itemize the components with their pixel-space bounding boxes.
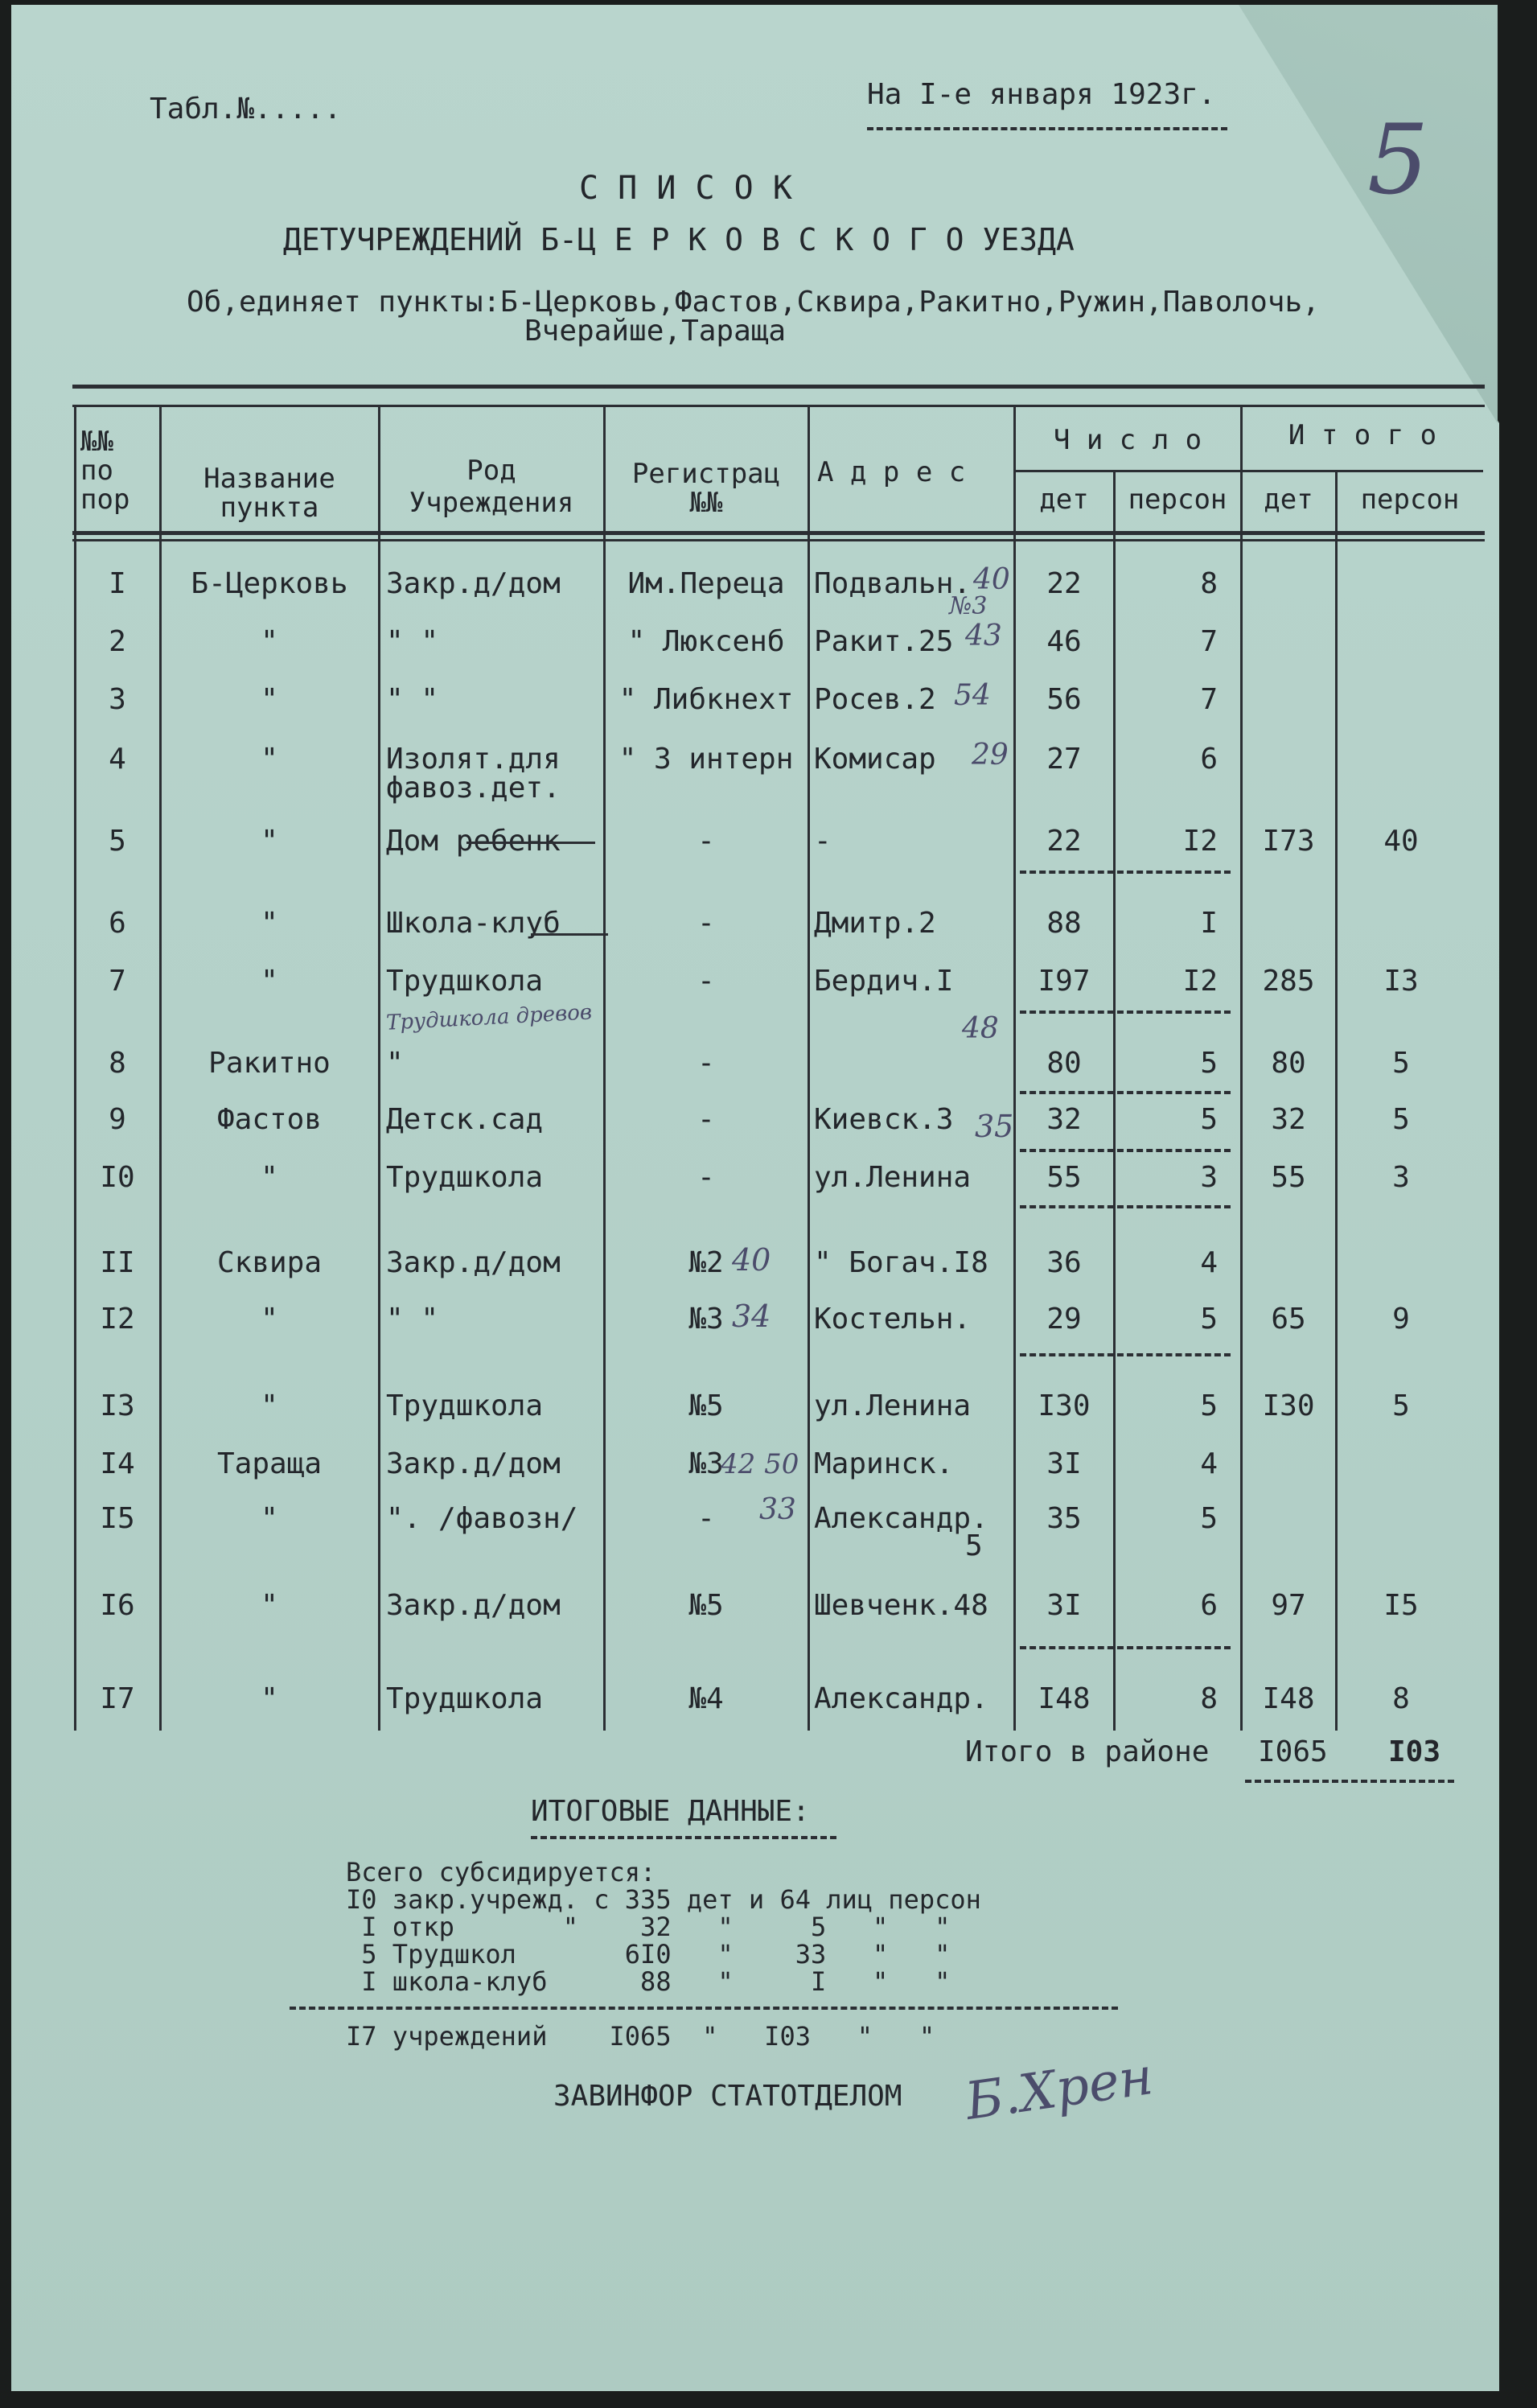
cell-reg: " Либкнехт <box>618 683 794 716</box>
cell-n: I5 <box>100 1502 135 1535</box>
cell-pers: 5 <box>1200 1103 1218 1136</box>
cell-type: Трудшкола <box>386 1389 544 1422</box>
cell-addr: Ракит.25 <box>814 625 954 658</box>
doc-points-line: Об,единяет пункты:Б-Церковь,Фастов,Сквира,Ракитно,Ружин,Паволочь, <box>187 286 1320 319</box>
cell-punkt: " <box>261 1389 278 1422</box>
hand-note-r11: 40 <box>732 1242 771 1278</box>
cell-addr: Маринск. <box>814 1447 954 1480</box>
cell-pers: 8 <box>1200 1682 1218 1715</box>
cell-punkt: " <box>261 683 278 716</box>
cell-punkt: " <box>261 1682 278 1715</box>
cell-type: Школа-клуб <box>386 907 561 940</box>
subheader-rule <box>1015 470 1483 472</box>
hand-note-r14: 42 50 <box>721 1448 799 1480</box>
hand-note-r1: 40 <box>973 563 1010 596</box>
col-total-children-h: дет <box>1264 484 1313 516</box>
cell-punkt: " <box>261 1502 278 1535</box>
hand-note-r1b: №3 <box>949 592 988 620</box>
table-top-rule-2 <box>72 405 1485 407</box>
cell-reg: - <box>697 907 715 940</box>
cell-it-det: I48 <box>1262 1682 1315 1715</box>
cell-pers: I2 <box>1182 965 1218 998</box>
col-type-h1: Род <box>466 455 516 487</box>
cell-pers: 6 <box>1200 743 1218 776</box>
cell-reg: №5 <box>688 1389 724 1422</box>
cell-type: ". /фавозн/ <box>386 1502 578 1535</box>
cell-det: I48 <box>1038 1682 1091 1715</box>
cell-n: 8 <box>109 1047 126 1080</box>
cell-reg: №2 <box>688 1246 724 1279</box>
cell-addr: Дмитр.2 <box>814 907 936 940</box>
cell-reg: - <box>697 1502 715 1535</box>
cell-addr-line2: 5 <box>965 1529 983 1562</box>
cell-addr: - <box>814 825 832 858</box>
cell-det: 29 <box>1046 1303 1082 1336</box>
cell-addr: Комисар <box>814 743 936 776</box>
cell-it-pers: 9 <box>1392 1303 1410 1336</box>
cell-n: I3 <box>100 1389 135 1422</box>
cell-addr: Александр. <box>814 1682 988 1715</box>
hand-note-r2: 43 <box>965 619 1002 652</box>
cell-det: 22 <box>1046 825 1082 858</box>
cell-addr: " Богач.I8 <box>814 1246 988 1279</box>
hand-note-r3: 54 <box>954 679 991 712</box>
summary-line-3: 5 Трудшкол 6I0 " 33 " " <box>346 1939 951 1970</box>
cell-punkt: Б-Церковь <box>191 567 348 600</box>
cell-pers: 4 <box>1200 1447 1218 1480</box>
cell-reg: " Люксенб <box>627 625 785 658</box>
cell-addr: ул.Ленина <box>814 1161 972 1194</box>
cell-addr: Росев.2 <box>814 683 936 716</box>
doc-title: С П И С О К <box>579 170 792 207</box>
cell-type-line2: фавоз.дет. <box>386 772 561 805</box>
cell-n: I0 <box>100 1161 135 1194</box>
cell-pers: I2 <box>1182 825 1218 858</box>
cell-punkt: " <box>261 1303 278 1336</box>
cell-reg: Им.Переца <box>627 567 785 600</box>
cell-pers: 8 <box>1200 567 1218 600</box>
cell-pers: 5 <box>1200 1502 1218 1535</box>
cell-pers: 4 <box>1200 1246 1218 1279</box>
col-total-staff-h: персон <box>1360 484 1460 516</box>
cell-type: Изолят.для <box>386 743 561 776</box>
cell-punkt: " <box>261 1589 278 1622</box>
cell-reg: - <box>697 1047 715 1080</box>
cell-reg: №3 <box>688 1303 724 1336</box>
cell-type: Закр.д/дом <box>386 1246 561 1279</box>
doc-subtitle: ДЕТУЧРЕЖДЕНИЙ Б-Ц Е Р К О В С К О Г О УЕЗДА <box>283 222 1075 257</box>
cell-addr: Бердич.I <box>814 965 954 998</box>
cell-it-pers: 3 <box>1392 1161 1410 1194</box>
hand-note-r7: Трудшкола древов <box>385 1000 593 1035</box>
cell-n: I7 <box>100 1682 135 1715</box>
subtotal-rule <box>1020 1091 1231 1094</box>
col-num-h3: пор <box>80 484 130 516</box>
cell-addr: Шевченк.48 <box>814 1589 988 1622</box>
subtotal-rule <box>1020 1149 1231 1152</box>
cell-n: I6 <box>100 1589 135 1622</box>
cell-it-pers: 5 <box>1392 1103 1410 1136</box>
cell-it-pers: 5 <box>1392 1389 1410 1422</box>
cell-reg: - <box>697 825 715 858</box>
cell-pers: 7 <box>1200 683 1218 716</box>
cell-reg: - <box>697 965 715 998</box>
cell-n: I4 <box>100 1447 135 1480</box>
col-line-8 <box>1335 470 1338 1731</box>
cell-punkt: " <box>261 825 278 858</box>
cell-type: " <box>386 1047 404 1080</box>
cell-det: I30 <box>1038 1389 1091 1422</box>
cell-type: " " <box>386 1303 439 1336</box>
col-reg-h2: №№ <box>689 487 723 519</box>
col-line-2 <box>378 405 380 1731</box>
cell-punkt: " <box>261 907 278 940</box>
cell-pers: 5 <box>1200 1303 1218 1336</box>
signature: Б.Хрен <box>961 2047 1157 2132</box>
cell-type: Закр.д/дом <box>386 1589 561 1622</box>
cell-det: 22 <box>1046 567 1082 600</box>
cell-it-det: 80 <box>1271 1047 1306 1080</box>
cell-det: 32 <box>1046 1103 1082 1136</box>
cell-reg: - <box>697 1161 715 1194</box>
cell-addr: Костельн. <box>814 1303 972 1336</box>
cell-type: " " <box>386 683 439 716</box>
cell-reg: - <box>697 1103 715 1136</box>
cell-type: Трудшкола <box>386 965 544 998</box>
district-total-rule <box>1245 1780 1454 1783</box>
cell-it-det: I30 <box>1262 1389 1315 1422</box>
col-type-h2: Учреждения <box>409 487 574 519</box>
district-total-label: Итого в районе <box>965 1735 1210 1768</box>
date-underline <box>867 127 1227 130</box>
cell-punkt: " <box>261 1161 278 1194</box>
cell-punkt: Таращa <box>216 1447 323 1480</box>
cell-n: 9 <box>109 1103 126 1136</box>
cell-det: 35 <box>1046 1502 1082 1535</box>
col-num-h2: по <box>80 455 113 487</box>
cell-it-pers: I3 <box>1383 965 1419 998</box>
cell-it-det: 55 <box>1271 1161 1306 1194</box>
col-line-4 <box>808 405 810 1731</box>
cell-det: 46 <box>1046 625 1082 658</box>
hand-note-r4: 29 <box>972 739 1009 772</box>
col-line-6 <box>1113 470 1116 1731</box>
document-date: На I-е января 1923г. <box>867 78 1216 111</box>
hand-note-r7b: 48 <box>962 1012 999 1045</box>
header-bottom-rule-2 <box>72 539 1485 541</box>
cell-det: 36 <box>1046 1246 1082 1279</box>
district-total-children: I065 <box>1258 1735 1328 1768</box>
col-children-h: дет <box>1039 484 1089 516</box>
col-name-h2: пункта <box>220 492 319 524</box>
subtotal-rule <box>1020 1353 1231 1356</box>
doc-points-line-2: Вчерайше,Таращa <box>524 315 787 348</box>
col-name-h1: Название <box>203 463 335 495</box>
cell-reg: №5 <box>688 1589 724 1622</box>
col-staff-h: персон <box>1128 484 1227 516</box>
cell-it-det: I73 <box>1262 825 1315 858</box>
cell-pers: 3 <box>1200 1161 1218 1194</box>
cell-pers: 6 <box>1200 1589 1218 1622</box>
subtotal-rule <box>1020 871 1231 874</box>
hand-note-r9: 35 <box>975 1109 1014 1144</box>
subtotal-rule <box>1020 1011 1231 1014</box>
cell-it-pers: I5 <box>1383 1589 1419 1622</box>
cell-det: 27 <box>1046 743 1082 776</box>
cell-n: II <box>100 1246 135 1279</box>
cell-det: 3I <box>1046 1589 1082 1622</box>
col-reg-h1: Регистрац <box>631 458 781 490</box>
summary-line-5: I7 учреждений I065 " I03 " " <box>346 2021 935 2052</box>
cell-reg: №4 <box>688 1682 724 1715</box>
hand-note-r12: 34 <box>732 1299 771 1334</box>
summary-line-2: I откр " 32 " 5 " " <box>346 1912 951 1942</box>
cell-punkt: Фастов <box>216 1103 323 1136</box>
cell-n: I2 <box>100 1303 135 1336</box>
cell-det: 3I <box>1046 1447 1082 1480</box>
cell-pers: I <box>1200 907 1218 940</box>
cell-addr: ул.Ленина <box>814 1389 972 1422</box>
col-count-h: Ч и с л о <box>1053 424 1202 456</box>
header-bottom-rule <box>72 531 1485 535</box>
cell-it-det: 285 <box>1262 965 1315 998</box>
summary-title: ИТОГОВЫЕ ДАННЫЕ: <box>531 1795 810 1828</box>
summary-line-1: I0 закр.учрежд. с 335 дет и 64 лиц персон <box>346 1884 981 1915</box>
cell-it-det: 97 <box>1271 1589 1306 1622</box>
cell-it-det: 65 <box>1271 1303 1306 1336</box>
cell-n: 5 <box>109 825 126 858</box>
cell-type: " " <box>386 625 439 658</box>
col-addr-h: А д р е с <box>817 456 966 488</box>
cell-punkt: Ракитно <box>208 1047 331 1080</box>
cell-addr: Киевск.3 <box>814 1103 954 1136</box>
cell-n: 4 <box>109 743 126 776</box>
cell-n: 7 <box>109 965 126 998</box>
cell-pers: 5 <box>1200 1047 1218 1080</box>
cell-punkt: " <box>261 965 278 998</box>
cell-type: Закр.д/дом <box>386 567 561 600</box>
cell-reg: №3 <box>688 1447 724 1480</box>
cell-type: Трудшкола <box>386 1682 544 1715</box>
subtotal-rule <box>1020 1646 1231 1649</box>
district-total-staff: I03 <box>1388 1735 1441 1768</box>
strike-r5 <box>466 842 595 844</box>
cell-n: I <box>109 567 126 600</box>
cell-n: 6 <box>109 907 126 940</box>
cell-punkt: Сквира <box>216 1246 323 1279</box>
cell-type: Закр.д/дом <box>386 1447 561 1480</box>
summary-line-0: Всего субсидируется: <box>346 1857 656 1887</box>
cell-pers: 5 <box>1200 1389 1218 1422</box>
cell-reg: " 3 интерн <box>618 743 794 776</box>
cell-n: 2 <box>109 625 126 658</box>
hand-note-r15: 33 <box>759 1493 796 1526</box>
table-number: Табл.№..... <box>150 93 342 126</box>
strike-r6 <box>531 933 608 936</box>
signature-title: ЗАВИНФОР СТАТОТДЕЛОМ <box>553 2080 902 2113</box>
cell-punkt: " <box>261 625 278 658</box>
table-top-rule <box>72 385 1485 389</box>
cell-det: 56 <box>1046 683 1082 716</box>
cell-it-pers: 8 <box>1392 1682 1410 1715</box>
cell-punkt: " <box>261 743 278 776</box>
cell-it-pers: 5 <box>1392 1047 1410 1080</box>
cell-it-det: 32 <box>1271 1103 1306 1136</box>
cell-det: I97 <box>1038 965 1091 998</box>
cell-it-pers: 40 <box>1383 825 1419 858</box>
cell-pers: 7 <box>1200 625 1218 658</box>
summary-line-4: I школа-клуб 88 " I " " <box>346 1966 951 1997</box>
cell-det: 88 <box>1046 907 1082 940</box>
cell-n: 3 <box>109 683 126 716</box>
cell-det: 55 <box>1046 1161 1082 1194</box>
sheet-mark: 5 <box>1367 105 1429 216</box>
subtotal-rule <box>1020 1205 1231 1208</box>
col-num-h1: №№ <box>80 426 113 458</box>
summary-title-rule <box>531 1836 836 1839</box>
cell-type: Дом ребенк <box>386 825 561 858</box>
cell-addr: Подвальн. <box>814 567 972 600</box>
summary-rule <box>290 2007 1118 2010</box>
col-total-h: И т о г о <box>1288 419 1437 451</box>
cell-type: Трудшкола <box>386 1161 544 1194</box>
cell-det: 80 <box>1046 1047 1082 1080</box>
cell-type: Детск.сад <box>386 1103 544 1136</box>
cell-addr: Александр. <box>814 1502 988 1535</box>
